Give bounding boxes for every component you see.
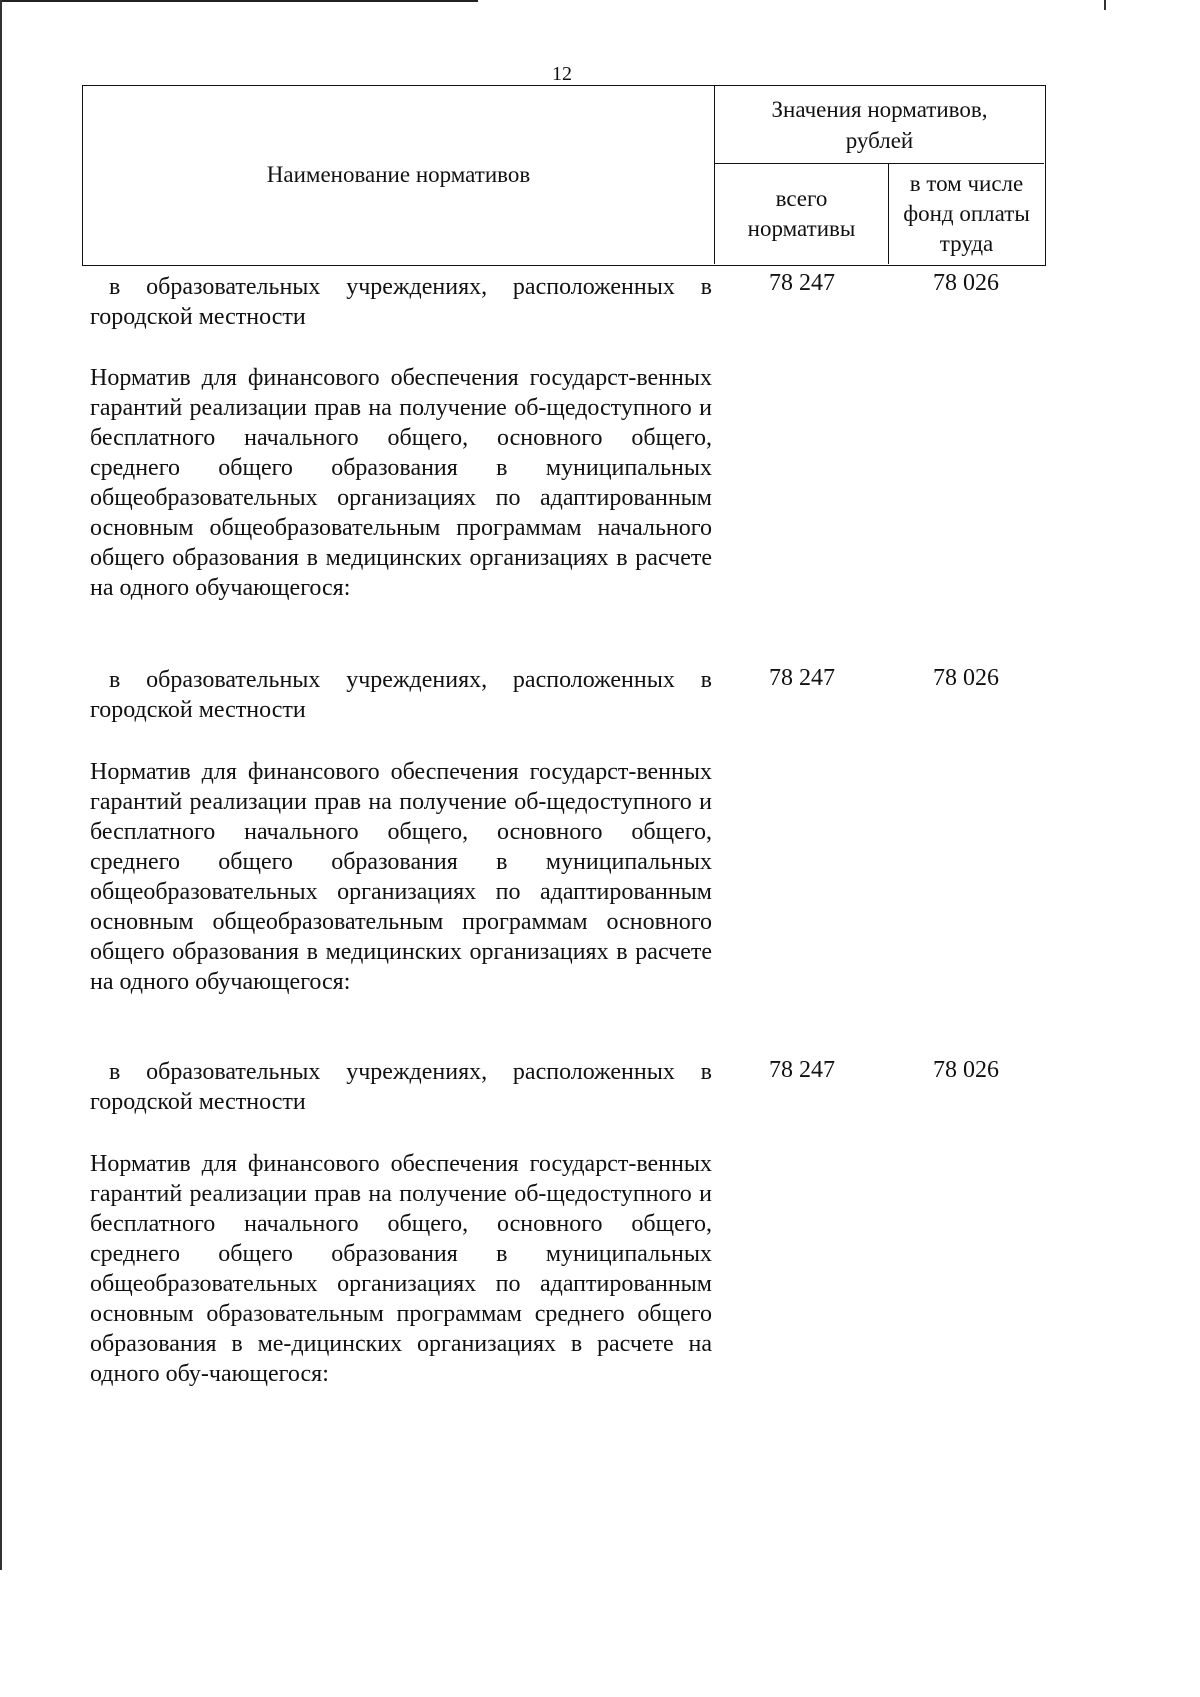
- value-total: 78 247: [769, 665, 835, 691]
- scan-border-left: [0, 0, 2, 1570]
- value-fot: 78 026: [933, 665, 999, 691]
- header-name-column: Наименование нормативов: [83, 86, 715, 264]
- row-urban-location: в образовательных учреждениях, расположенных в городской местности: [90, 667, 712, 723]
- value-fot: 78 026: [933, 270, 999, 296]
- row-normative-basic: Норматив для финансового обеспечения государст-венных гарантий реализации прав на получение об-щедоступного и бесплатного начального общего, основного общего, среднего общего образования в муниципальных общеобразовательных организациях по адаптированным основным общеобразовательным программам основного общего образования в медицинских организациях в расчете на одного обучающегося:: [90, 759, 712, 995]
- value-total: 78 247: [769, 270, 835, 296]
- scan-mark-right: [1104, 0, 1106, 10]
- row-urban-location: в образовательных учреждениях, расположенных в городской местности: [90, 274, 712, 330]
- table-header: [82, 85, 1046, 266]
- row-normative-primary: Норматив для финансового обеспечения государст-венных гарантий реализации прав на получение об-щедоступного и бесплатного начального общего, основного общего, среднего общего образования в муниципальных общеобразовательных организациях по адаптированным основным общеобразовательным программам начального общего образования в медицинских организациях в расчете на одного обучающегося:: [90, 365, 712, 601]
- row-normative-secondary: Норматив для финансового обеспечения государст-венных гарантий реализации прав на получение об-щедоступного и бесплатного начального общего, основного общего, среднего общего образования в муниципальных общеобразовательных организациях по адаптированным основным образовательным программам среднего общего образования в ме-дицинских организациях в расчете на одного обу-чающегося:: [90, 1151, 712, 1387]
- scan-border-top: [0, 0, 478, 2]
- row-urban-location: в образовательных учреждениях, расположенных в городской местности: [90, 1059, 712, 1115]
- value-total: 78 247: [769, 1057, 835, 1083]
- page-number: 12: [552, 63, 572, 85]
- value-fot: 78 026: [933, 1057, 999, 1083]
- header-fot-column: в том числе фонд оплаты труда: [903, 171, 1030, 256]
- header-values-column: Значения нормативов, рублей: [715, 86, 1044, 164]
- header-total-column: всего нормативы: [715, 164, 889, 264]
